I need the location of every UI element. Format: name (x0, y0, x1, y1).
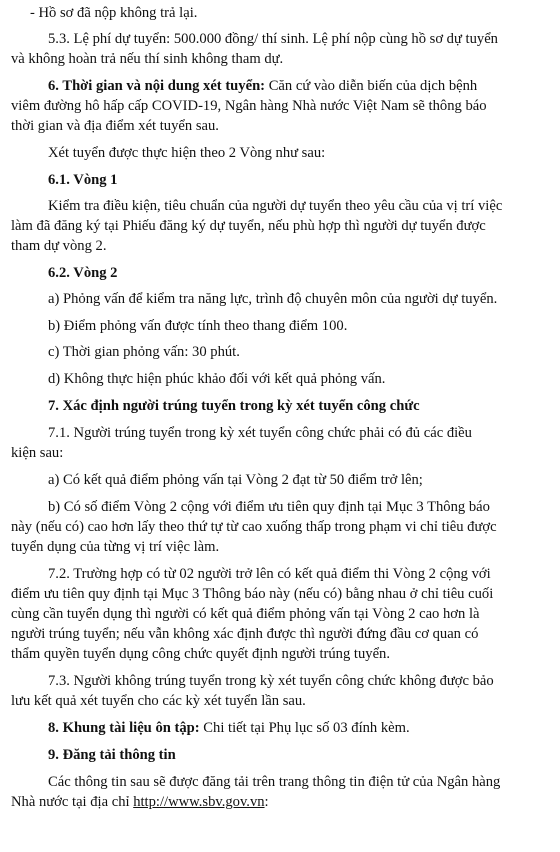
line-text: cùng cần tuyển dụng thì người có kết quả điểm phỏng vấn tại Vòng 2 cao hơn là (11, 606, 480, 622)
section-heading-line (48, 171, 560, 189)
line-text: người trúng tuyển; nếu vẫn không xác định được thì người đứng đầu cơ quan có (11, 626, 479, 642)
text-line (48, 144, 560, 162)
section-heading-line (48, 264, 560, 282)
line-text: Xét tuyển được thực hiện theo 2 Vòng như sau: (48, 145, 326, 161)
line-text: : (264, 794, 269, 810)
text-line (11, 237, 560, 255)
section-heading: 9. Đăng tải thông tin (48, 747, 176, 763)
text-line (11, 518, 560, 536)
text-line (11, 444, 560, 462)
line-text: thời gian và địa điểm xét tuyển sau. (11, 118, 219, 134)
line-text: 7.2. Trường hợp có từ 02 người trở lên có kết quả điểm thi Vòng 2 cộng với (48, 566, 491, 582)
text-line (48, 197, 560, 215)
line-text: tham dự vòng 2. (11, 238, 107, 254)
line-text: Các thông tin sau sẽ được đăng tải trên trang thông tin điện tử của Ngân hàng (48, 774, 501, 790)
text-line (11, 645, 560, 663)
text-line (48, 30, 560, 48)
line-text: d) Không thực hiện phúc khảo đối với kết quả phỏng vấn. (48, 371, 386, 387)
text-line (30, 4, 560, 22)
line-text: Kiểm tra điều kiện, tiêu chuẩn của người dự tuyển theo yêu cầu của vị trí việc (48, 198, 503, 214)
text-line (11, 217, 560, 235)
line-text: b) Điểm phỏng vấn được tính theo thang điểm 100. (48, 318, 348, 334)
line-text: viêm đường hô hấp cấp COVID-19, Ngân hàng Nhà nước Việt Nam sẽ thông báo (11, 98, 487, 114)
line-text: - Hồ sơ đã nộp không trả lại. (30, 5, 198, 21)
text-line (11, 625, 560, 643)
text-line (48, 77, 560, 95)
line-text: và không hoàn trả nếu thí sinh không tham dự. (11, 51, 284, 67)
text-line (48, 498, 560, 516)
text-line (48, 370, 560, 388)
line-text: Chi tiết tại Phụ lục số 03 đính kèm. (199, 720, 410, 736)
line-text: 5.3. Lệ phí dự tuyển: 500.000 đồng/ thí sinh. Lệ phí nộp cùng hồ sơ dự tuyển (48, 31, 498, 47)
text-line (11, 605, 560, 623)
text-line (11, 538, 560, 556)
line-text: này (nếu có) cao hơn lấy theo thứ tự từ cao xuống thấp trong phạm vi chỉ tiêu được (11, 519, 497, 535)
text-line (11, 50, 560, 68)
line-text: 7.1. Người trúng tuyển trong kỳ xét tuyển công chức phải có đủ các điều (48, 425, 472, 441)
website-link[interactable]: http://www.sbv.gov.vn (133, 794, 265, 810)
text-line (48, 773, 560, 791)
line-text: b) Có số điểm Vòng 2 cộng với điểm ưu tiên quy định tại Mục 3 Thông báo (48, 499, 490, 515)
section-heading-line (48, 397, 560, 415)
section-heading: 6.2. Vòng 2 (48, 265, 118, 281)
section-heading: 6. Thời gian và nội dung xét tuyển: (48, 78, 266, 94)
text-line (48, 424, 560, 442)
text-line (48, 317, 560, 335)
line-text: a) Có kết quả điểm phỏng vấn tại Vòng 2 đạt từ 50 điểm trở lên; (48, 472, 423, 488)
line-text: kiện sau: (11, 445, 64, 461)
text-line (11, 585, 560, 603)
line-text: a) Phỏng vấn để kiểm tra năng lực, trình độ chuyên môn của người dự tuyển. (48, 291, 498, 307)
section-heading: 7. Xác định người trúng tuyển trong kỳ xét tuyển công chức (48, 398, 420, 414)
text-line (48, 672, 560, 690)
line-text: tuyển dụng của từng vị trí việc làm. (11, 539, 220, 555)
line-text: 7.3. Người không trúng tuyển trong kỳ xét tuyển công chức không được bảo (48, 673, 494, 689)
text-line (48, 565, 560, 583)
text-line (48, 343, 560, 361)
text-line (11, 117, 560, 135)
line-text: điểm ưu tiên quy định tại Mục 3 Thông báo này (nếu có) bằng nhau ở chỉ tiêu cuối (11, 586, 494, 602)
line-text: Căn cứ vào diễn biến của dịch bệnh (265, 78, 478, 94)
text-line (11, 692, 560, 710)
section-heading-line (48, 746, 560, 764)
text-line (11, 793, 560, 811)
line-text: làm đã đăng ký tại Phiếu đăng ký dự tuyển, nếu phù hợp thì người dự tuyển được (11, 218, 486, 234)
text-line (11, 97, 560, 115)
line-text: lưu kết quả xét tuyển cho các kỳ xét tuyển lần sau. (11, 693, 306, 709)
text-line (48, 719, 560, 737)
line-text: c) Thời gian phỏng vấn: 30 phút. (48, 344, 240, 360)
text-line (48, 290, 560, 308)
line-text: thẩm quyền tuyển dụng công chức quyết định người trúng tuyển. (11, 646, 390, 662)
line-text: Nhà nước tại địa chỉ (11, 794, 134, 810)
text-line (48, 471, 560, 489)
section-heading: 8. Khung tài liệu ôn tập: (48, 720, 200, 736)
section-heading: 6.1. Vòng 1 (48, 172, 118, 188)
